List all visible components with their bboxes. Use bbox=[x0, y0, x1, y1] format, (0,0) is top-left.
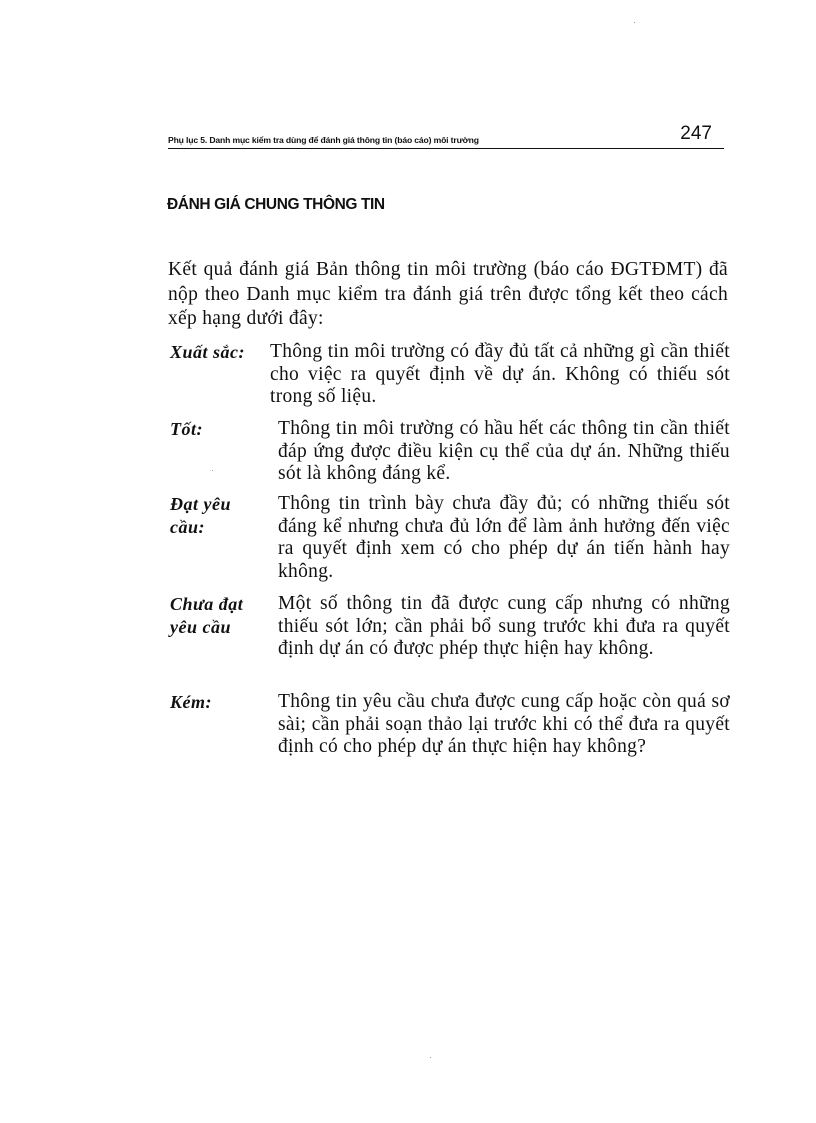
rating-description: Thông tin yêu cầu chưa được cung cấp hoặc còn quá sơ sài; cần phải soạn thảo lại trước khi có thể đưa ra quyết định có cho phép dự án thực hiện hay không? bbox=[278, 691, 730, 757]
rating-description: Thông tin trình bày chưa đầy đủ; có những thiếu sót đáng kể nhưng chưa đủ lớn để làm ảnh hưởng đến việc ra quyết định xem có cho phép dự án tiến hành hay không. bbox=[278, 493, 730, 582]
running-header: Phụ lục 5. Danh mục kiểm tra dùng để đánh giá thông tin (báo cáo) môi trường bbox=[168, 135, 479, 145]
rating-good bbox=[170, 418, 730, 486]
rating-label: Kém: bbox=[170, 692, 212, 712]
page-number: 247 bbox=[680, 123, 712, 144]
scan-speck bbox=[634, 22, 635, 23]
rating-description: Một số thông tin đã được cung cấp nhưng có những thiếu sót lớn; cần phải bổ sung trước khi đưa ra quyết định dự án có được phép thực hiện hay không. bbox=[278, 593, 730, 659]
rating-satisfactory bbox=[170, 493, 730, 583]
rating-description: Thông tin môi trường có đầy đủ tất cả những gì cần thiết cho việc ra quyết định về dự án. Không có thiếu sót trong số liệu. bbox=[270, 341, 730, 407]
scan-speck bbox=[430, 1057, 431, 1058]
rating-label: Tốt: bbox=[170, 419, 203, 439]
rating-excellent bbox=[170, 341, 730, 409]
page-header bbox=[168, 122, 724, 149]
intro-paragraph: Kết quả đánh giá Bản thông tin môi trường (báo cáo ĐGTĐMT) đã nộp theo Danh mục kiểm tra đánh giá trên được tổng kết theo cách xếp hạng dưới đây: bbox=[168, 259, 728, 329]
rating-poor bbox=[170, 691, 730, 759]
section-title: ĐÁNH GIÁ CHUNG THÔNG TIN bbox=[167, 196, 385, 213]
rating-label: Xuất sắc: bbox=[170, 342, 246, 362]
rating-unsatisfactory bbox=[170, 593, 730, 661]
rating-label: Đạt yêu cầu: bbox=[170, 494, 231, 537]
scan-speck bbox=[212, 470, 213, 471]
rating-label: Chưa đạt yêu cầu bbox=[170, 594, 244, 637]
rating-description: Thông tin môi trường có hầu hết các thông tin cần thiết đáp ứng được điều kiện cụ thể của dự án. Những thiếu sót là không đáng kể. bbox=[278, 418, 730, 484]
